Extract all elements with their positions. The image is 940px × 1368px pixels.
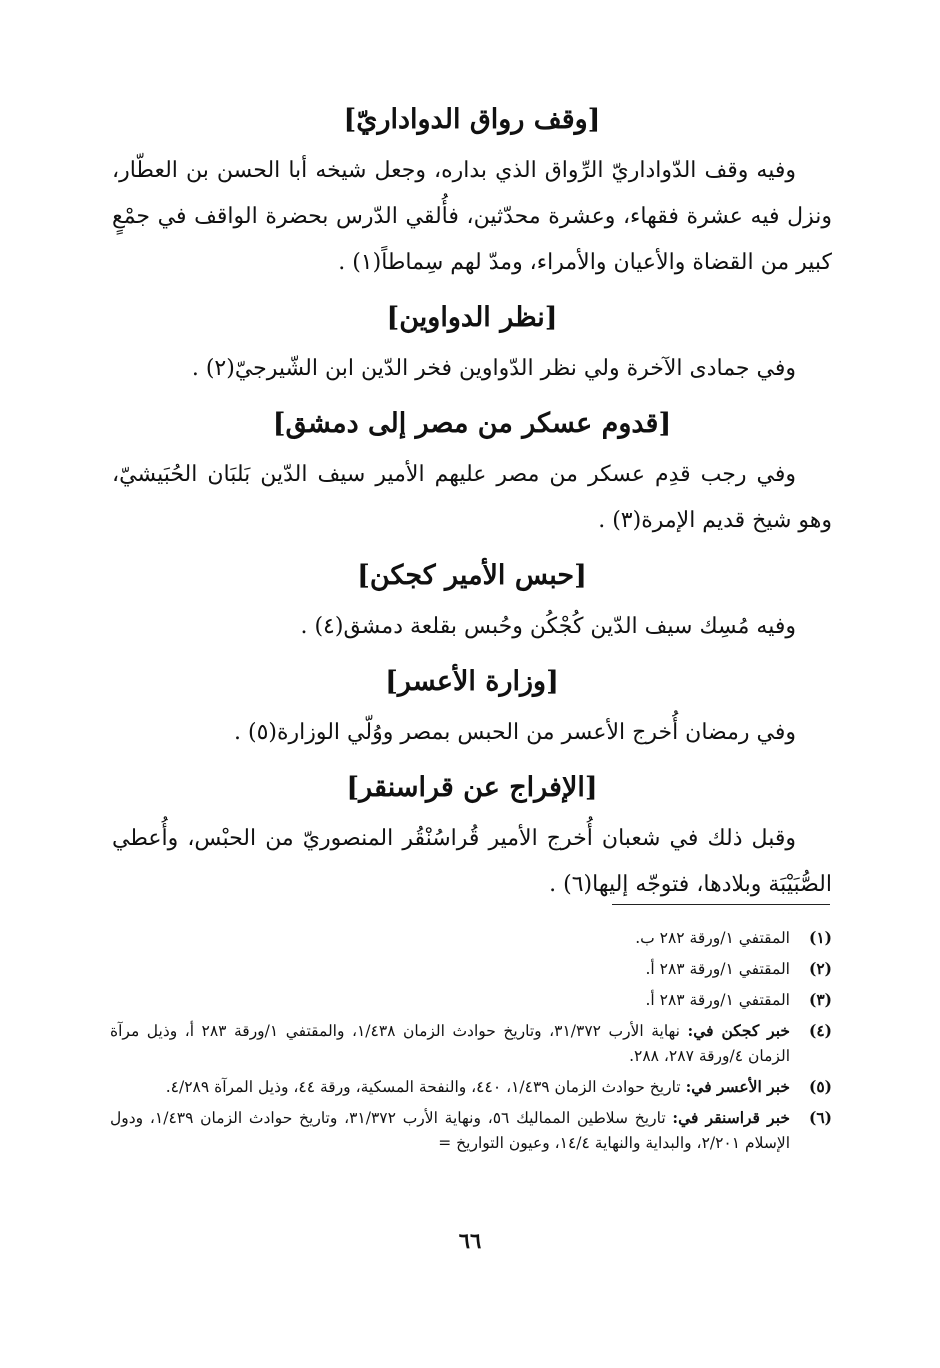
section-5 [112,662,832,756]
section-heading: [حبس الأمير كجكن] [357,560,587,591]
footnote-lead: خبر كجكن في: [687,1021,790,1040]
footnote-text [110,1105,790,1156]
section-heading: [وزارة الأعسر] [385,666,559,697]
section-4 [112,556,832,650]
footnote-number: (٦) [808,1108,832,1127]
footnote-text [110,987,790,1013]
footnote-text [110,956,790,982]
footnote [110,1105,832,1156]
footnote [110,1018,832,1069]
section-paragraph: وفيه وقف الدّواداريّ الرِّواق الذي بداره، وجعل شيخه أبا الحسن بن العطّار، ونزل فيه عشرة فقهاء، وعشرة محدّثين، فأُلقي الدّرس بحضرة الواقف في جمْعٍ كبير من القضاة والأعيان والأمراء، ومدّ لهم سِماطاً(١) . [112,158,832,275]
footnote [110,987,832,1013]
footnote-body: المقتفي ١/ورقة ٢٨٢ ب. [635,929,790,947]
footnote-lead: خبر قراسنقر في: [672,1108,790,1127]
footnote-number: (٤) [808,1021,832,1040]
footnote [110,1074,832,1100]
footnote-body: المقتفي ١/ورقة ٢٨٣ أ. [645,991,790,1009]
footnote [110,925,832,951]
footnote [110,956,832,982]
section-heading: [قدوم عسكر من مصر إلى دمشق] [272,408,672,439]
page-number: ٦٦ [458,1228,482,1253]
footnote-body: تاريخ حوادث الزمان ١/٤٣٩، ٤٤٠، والنفحة المسكية، ورقة ٤٤، وذيل المرآة ٤/٢٨٩. [165,1078,686,1096]
section-2 [112,298,832,392]
footnote-text [110,925,790,951]
section-paragraph: وقبل ذلك في شعبان أُخرج الأمير قُراسُنْقُر المنصوريّ من الحبْس، وأُعطي الصُّبَيْبَة وبلادها، فتوجّه إليها(٦) . [112,826,832,897]
footnote-number: (٥) [808,1077,832,1096]
section-paragraph: وفي رجب قدِم عسكر من مصر عليهم الأمير سيف الدّين بَلبَان الحُبَيشيّ، وهو شيخ قديم الإمرة(٣) . [112,462,832,533]
footnotes [110,925,832,1161]
footnote-divider [612,904,830,905]
section-heading: [وقف رواق الدواداريّ] [343,104,601,135]
section-heading: [نظر الدواوين] [386,302,558,333]
footnote-text [110,1018,790,1069]
footnote-body: نهاية الأرب ٣١/٣٧٢، وتاريخ حوادث الزمان ١/٤٣٨، والمقتفي ١/ورقة ٢٨٣ أ، وذيل مرآة الزمان ٤/ورقة ٢٨٧، ٢٨٨. [110,1022,790,1065]
footnote-text [110,1074,790,1100]
footnote-number: (١) [808,928,832,947]
section-1 [112,100,832,286]
footnote-number: (٣) [808,990,832,1009]
footnote-number: (٢) [808,959,832,978]
section-paragraph: وفي جمادى الآخرة ولي نظر الدّواوين فخر الدّين ابن الشّيرجيّ(٢) . [191,356,796,381]
footnote-lead: خبر الأعسر في: [685,1077,790,1096]
section-3 [112,404,832,544]
page-body [112,100,832,920]
footnote-body: المقتفي ١/ورقة ٢٨٣ أ. [645,960,790,978]
section-paragraph: وفي رمضان أُخرج الأعسر من الحبس بمصر ووُلّي الوزارة(٥) . [233,720,796,745]
section-6 [112,768,832,908]
section-paragraph: وفيه مُسِك سيف الدّين كُجْكُن وحُبس بقلعة دمشق(٤) . [300,614,796,639]
section-heading: [الإفراج عن قراسنقر] [346,772,598,803]
footnote-body: تاريخ سلاطين المماليك ٥٦، ونهاية الأرب ٣١/٣٧٢، وتاريخ حوادث الزمان ١/٤٣٩، ودول الإسلام ٢/٢٠١، والبداية والنهاية ١٤/٤، وعيون التواريخ = [110,1109,790,1152]
